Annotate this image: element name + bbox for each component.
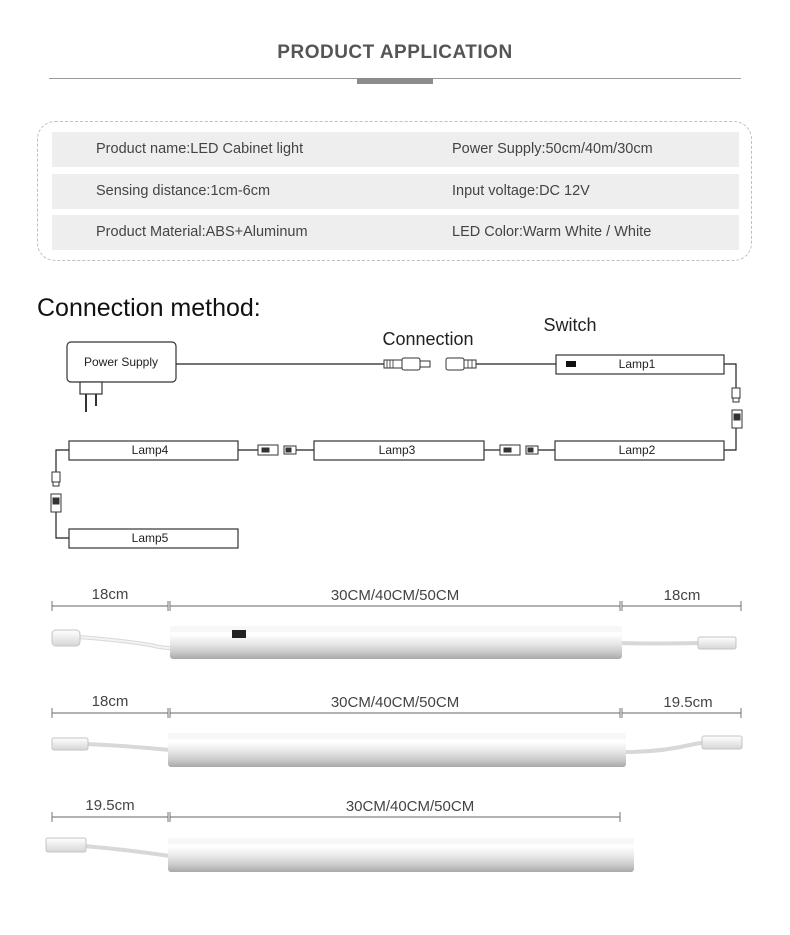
spec-input-voltage: Input voltage:DC 12V xyxy=(452,183,590,199)
dim-middle-label: 30CM/40CM/50CM xyxy=(330,694,460,711)
lamp-label: Lamp1 xyxy=(618,357,656,371)
spec-power-supply: Power Supply:50cm/40m/30cm xyxy=(452,141,653,157)
page-title: PRODUCT APPLICATION xyxy=(277,42,513,63)
power-supply-label: Power Supply xyxy=(83,355,159,369)
product-bar-1 xyxy=(52,626,736,659)
dc-connector xyxy=(384,358,476,370)
spec-product-name: Product name:LED Cabinet light xyxy=(96,141,304,157)
switch-sensor xyxy=(566,361,576,367)
lamp-label: Lamp2 xyxy=(618,443,656,457)
lamp-3 xyxy=(314,441,484,460)
spec-material: Product Material:ABS+Aluminum xyxy=(96,224,308,240)
lamp-2 xyxy=(555,441,724,460)
dim-right-label: 18cm xyxy=(663,587,701,604)
dim-left-label: 18cm xyxy=(91,586,129,603)
dim-left-label: 18cm xyxy=(91,693,129,710)
lamp-label: Lamp3 xyxy=(378,443,416,457)
dim-left-label: 19.5cm xyxy=(85,797,135,814)
connection-heading: Connection method: xyxy=(37,294,261,322)
power-supply-adapter xyxy=(67,342,176,412)
product-bar-2 xyxy=(52,733,742,767)
dim-right-label: 19.5cm xyxy=(663,694,713,711)
product-bar-3 xyxy=(46,838,634,872)
switch-label: Switch xyxy=(543,315,597,335)
lamp-label: Lamp4 xyxy=(131,443,169,457)
sensor-switch xyxy=(232,630,246,638)
dim-middle-label: 30CM/40CM/50CM xyxy=(345,798,475,815)
lamp-5 xyxy=(69,529,238,548)
connection-label: Connection xyxy=(382,329,474,349)
dim-middle-label: 30CM/40CM/50CM xyxy=(330,587,460,604)
lamp-4 xyxy=(69,441,238,460)
lamp-label: Lamp5 xyxy=(131,531,169,545)
dimension-lines-3 xyxy=(52,812,620,822)
lamp-1 xyxy=(556,355,724,374)
spec-led-color: LED Color:Warm White / White xyxy=(452,224,652,240)
spec-sensing-distance: Sensing distance:1cm-6cm xyxy=(96,183,271,199)
